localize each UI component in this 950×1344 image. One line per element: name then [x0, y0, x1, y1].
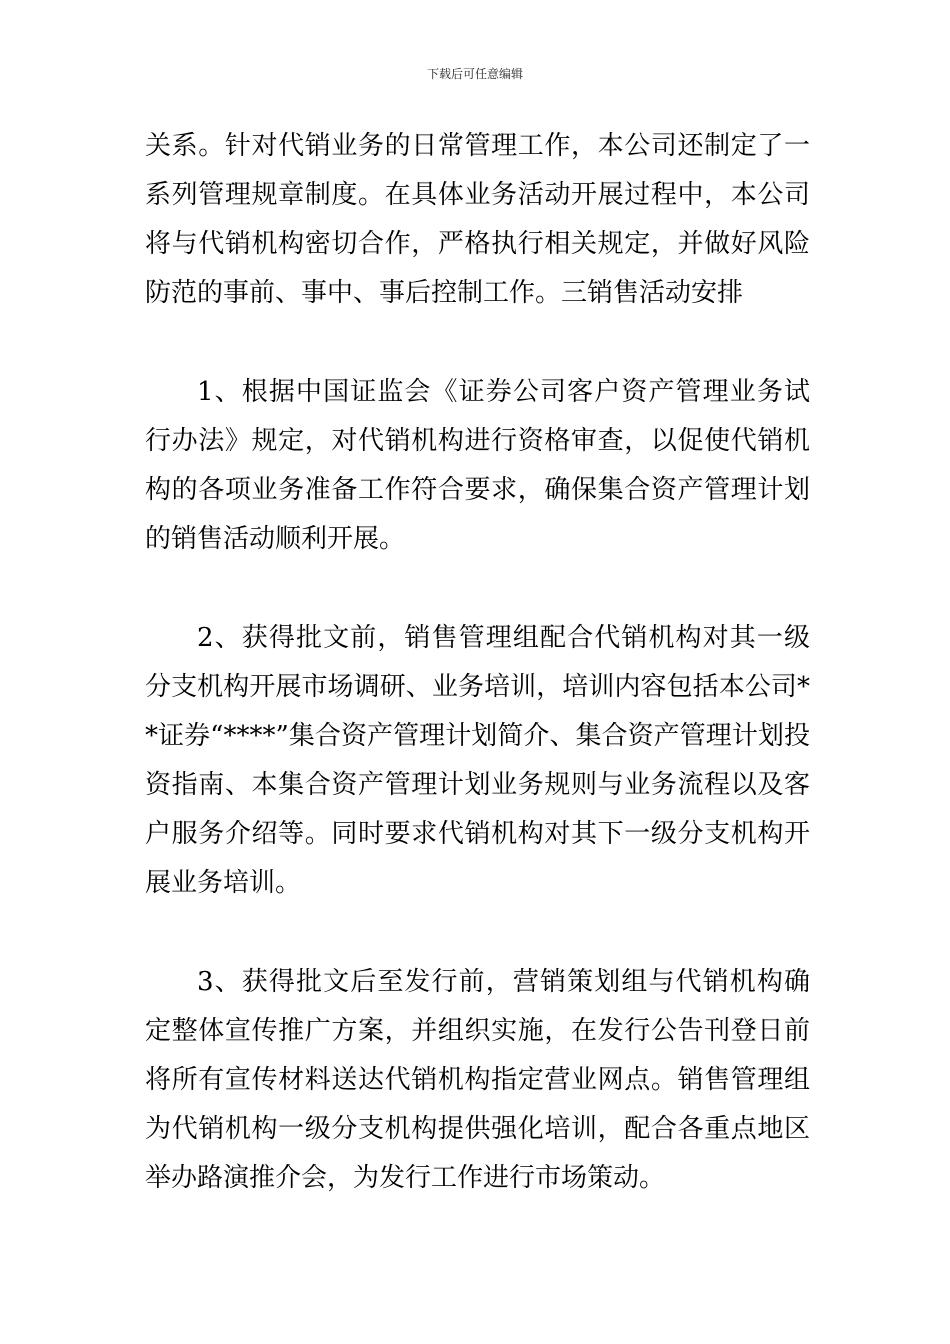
paragraph-text: 关系。针对代销业务的日常管理工作，本公司还制定了一系列管理规章制度。在具体业务活动开展过程中，本公司将与代销机构密切合作，严格执行相关规定，并做好风险防范的事前、事中、事后控制工作。三销售活动安排	[145, 131, 810, 308]
paragraph-text: 1、根据中国证监会《证券公司客户资产管理业务试行办法》规定，对代销机构进行资格审查，以促使代销机构的各项业务准备工作符合要求，确保集合资产管理计划的销售活动顺利开展。	[145, 377, 810, 554]
paragraph-text: 2、获得批文前，销售管理组配合代销机构对其一级分支机构开展市场调研、业务培训，培训内容包括本公司**证券“****”集合资产管理计划简介、集合资产管理计划投资指南、本集合资产管理计划业务规则与业务流程以及客户服务介绍等。同时要求代销机构对其下一级分支机构开展业务培训。	[145, 623, 810, 898]
paragraph-text: 3、获得批文后至发行前，营销策划组与代销机构确定整体宣传推广方案，并组织实施，在发行公告刊登日前将所有宣传材料送达代销机构指定营业网点。销售管理组为代销机构一级分支机构提供强化培训，配合各重点地区举办路演推介会，为发行工作进行市场策动。	[145, 967, 810, 1193]
paragraph-item-1	[145, 368, 810, 564]
paragraph-item-3	[145, 958, 810, 1203]
paragraph-item-2	[145, 614, 810, 908]
page-header: 下载后可任意编辑	[426, 67, 523, 81]
paragraph-continuation	[145, 122, 810, 318]
